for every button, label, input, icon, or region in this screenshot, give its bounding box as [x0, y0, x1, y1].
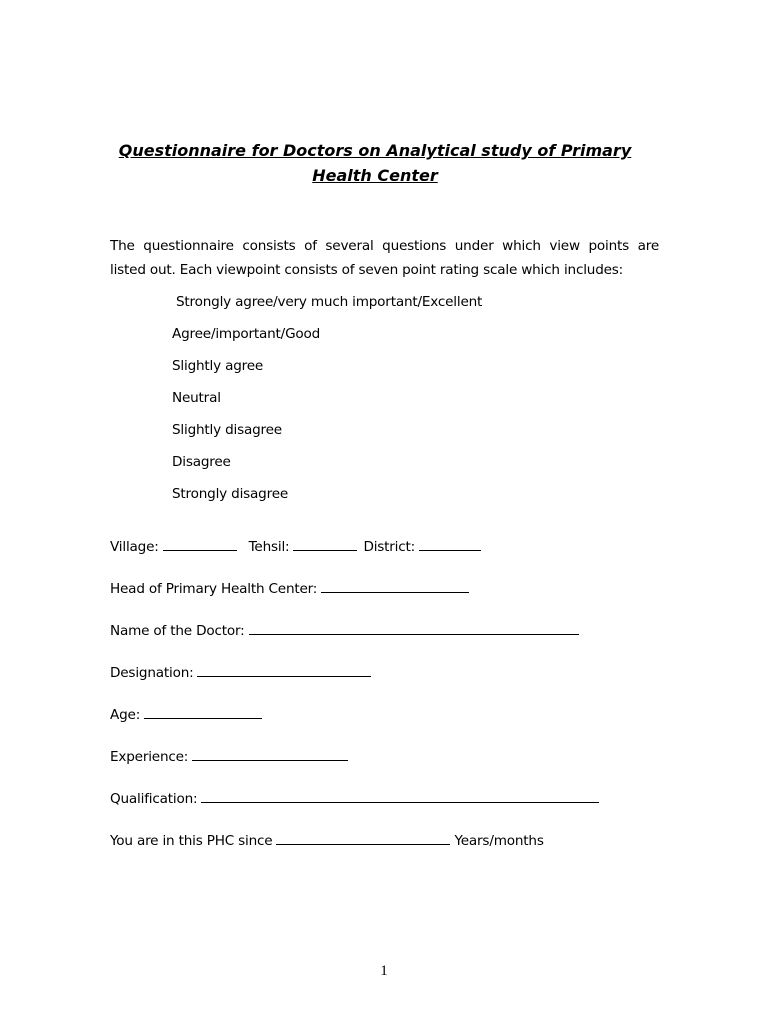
rating-scale-option: Slightly agree: [172, 358, 264, 374]
phc-since-unit: Years/months: [454, 833, 544, 849]
doctor-name-row: [110, 620, 579, 642]
doctor-name-field[interactable]: [249, 620, 579, 635]
age-row: [110, 704, 262, 726]
village-label: Village:: [110, 539, 159, 555]
head-row: [110, 578, 469, 600]
intro-line-2: listed out. Each viewpoint consists of seven point rating scale which includes:: [110, 262, 624, 278]
age-label: Age:: [110, 707, 141, 723]
rating-scale-option: Strongly disagree: [172, 486, 289, 502]
district-field[interactable]: [419, 536, 481, 551]
rating-scale-option: Agree/important/Good: [172, 326, 321, 342]
qualification-field[interactable]: [201, 788, 599, 803]
location-row: [110, 536, 481, 558]
age-field[interactable]: [144, 704, 262, 719]
designation-label: Designation:: [110, 665, 194, 681]
phc-since-field[interactable]: [276, 830, 450, 845]
phc-since-label: You are in this PHC since: [110, 833, 273, 849]
tehsil-label: Tehsil:: [248, 539, 290, 555]
experience-field[interactable]: [192, 746, 348, 761]
designation-field[interactable]: [197, 662, 371, 677]
designation-row: [110, 662, 371, 684]
experience-row: [110, 746, 348, 768]
qualification-label: Qualification:: [110, 791, 198, 807]
head-field[interactable]: [321, 578, 469, 593]
doctor-name-label: Name of the Doctor:: [110, 623, 245, 639]
intro-paragraph: [110, 234, 659, 282]
phc-since-row: [110, 830, 544, 852]
page-title-line-2: Health Center: [312, 166, 438, 185]
rating-scale-list: [172, 291, 482, 515]
rating-scale-option: Disagree: [172, 454, 231, 470]
page-number: 1: [380, 963, 388, 979]
district-label: District:: [363, 539, 416, 555]
intro-line-1: The questionnaire consists of several questions under which view points are: [110, 238, 659, 254]
qualification-row: [110, 788, 599, 810]
rating-scale-option: Strongly agree/very much important/Excellent: [176, 294, 483, 310]
tehsil-field[interactable]: [293, 536, 357, 551]
experience-label: Experience:: [110, 749, 189, 765]
head-label: Head of Primary Health Center:: [110, 581, 318, 597]
village-field[interactable]: [163, 536, 237, 551]
page-title-line-1: Questionnaire for Doctors on Analytical study of Primary: [118, 141, 632, 160]
rating-scale-option: Slightly disagree: [172, 422, 282, 438]
rating-scale-option: Neutral: [172, 390, 221, 406]
